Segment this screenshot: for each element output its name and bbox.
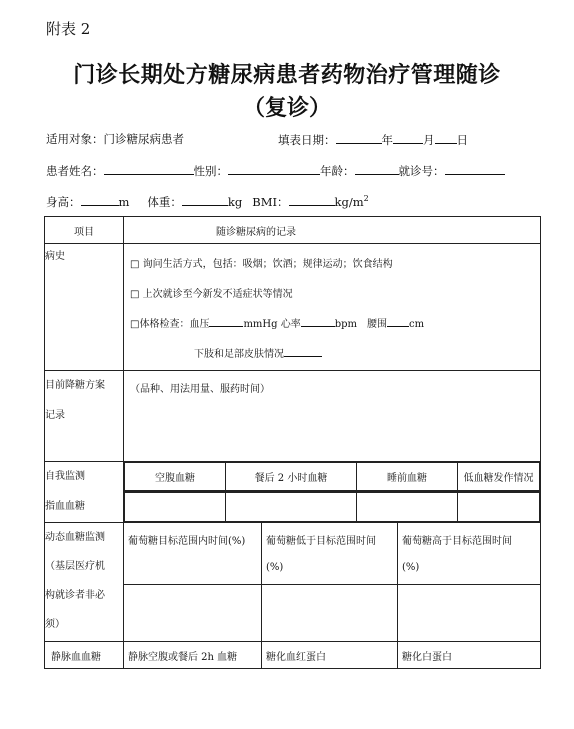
self-monitor-values bbox=[124, 492, 541, 523]
foot-skin-item[interactable]: 下肢和足部皮肤情况 bbox=[130, 340, 540, 370]
applicable-target: 适用对象：门诊糖尿病患者 bbox=[46, 132, 184, 146]
followup-table bbox=[44, 216, 541, 669]
header-item: 项目 bbox=[45, 217, 124, 244]
hr-blank[interactable] bbox=[301, 314, 335, 327]
patient-info-row bbox=[46, 162, 505, 179]
fasting-glucose-label: 空腹血糖 bbox=[125, 463, 226, 491]
postmeal-glucose-label: 餐后 2 小时血糖 bbox=[226, 463, 357, 491]
self-monitor-header-row bbox=[45, 462, 541, 492]
bmi-unit: kg/m bbox=[334, 195, 364, 209]
venous-label: 静脉血血糖 bbox=[45, 642, 124, 669]
glycated-albumin-label: 糖化白蛋白 bbox=[398, 642, 541, 669]
header-record: 随诊糖尿病的记录 bbox=[124, 217, 541, 244]
attachment-label: 附表 2 bbox=[46, 20, 91, 38]
regimen-label: 目前降糖方案 记录 bbox=[45, 371, 124, 462]
patient-name-label: 患者姓名： bbox=[46, 164, 104, 178]
physical-exam-item[interactable]: □体格检查：血压 mmHg 心率 bpm 腰围 cm bbox=[130, 310, 540, 340]
year-blank[interactable] bbox=[336, 131, 382, 144]
bedtime-glucose-label: 睡前血糖 bbox=[357, 463, 458, 491]
weight-label: 体重： bbox=[147, 195, 182, 209]
month-blank[interactable] bbox=[393, 131, 423, 144]
bmi-blank[interactable] bbox=[289, 193, 335, 206]
height-label: 身高： bbox=[46, 195, 81, 209]
venous-row bbox=[45, 642, 541, 669]
visit-no-label: 就诊号： bbox=[398, 164, 445, 178]
cgm-above-range-value[interactable] bbox=[398, 585, 541, 642]
fill-date-field[interactable] bbox=[278, 131, 468, 148]
weight-blank[interactable] bbox=[182, 193, 228, 206]
table-header-row bbox=[45, 217, 541, 244]
visit-no-blank[interactable] bbox=[445, 162, 505, 175]
fasting-glucose-value[interactable] bbox=[125, 493, 226, 522]
form-title: 门诊长期处方糖尿病患者药物治疗管理随诊 bbox=[73, 62, 501, 88]
form-subtitle: （复诊） bbox=[242, 95, 331, 121]
gender-blank[interactable] bbox=[228, 162, 320, 175]
cgm-in-range-label: 葡萄糖目标范围内时间(%) bbox=[124, 523, 262, 585]
regimen-record[interactable]: （品种、用法用量、服药时间） bbox=[124, 371, 541, 462]
bp-blank[interactable] bbox=[209, 314, 243, 327]
lifestyle-checkbox-item[interactable]: □ 询问生活方式，包括：吸烟；饮酒；规律运动；饮食结构 bbox=[130, 259, 393, 270]
bmi-label: BMI： bbox=[252, 195, 289, 209]
foot-skin-blank[interactable] bbox=[284, 344, 322, 357]
bedtime-glucose-value[interactable] bbox=[357, 493, 458, 522]
patient-name-blank[interactable] bbox=[104, 162, 194, 175]
hypoglycemia-label: 低血糖发作情况 bbox=[458, 463, 540, 491]
age-label: 年龄： bbox=[320, 164, 355, 178]
fill-date-label: 填表日期： bbox=[278, 133, 336, 147]
history-content[interactable] bbox=[124, 244, 541, 371]
cgm-below-range-label: 葡萄糖低于目标范围时间 (%) bbox=[262, 523, 398, 585]
regimen-row bbox=[45, 371, 541, 462]
body-metrics-row bbox=[46, 193, 369, 210]
gender-label: 性别： bbox=[193, 164, 228, 178]
self-monitor-label: 自我监测 指血血糖 bbox=[45, 462, 124, 523]
hba1c-label: 糖化血红蛋白 bbox=[262, 642, 398, 669]
age-blank[interactable] bbox=[355, 162, 399, 175]
venous-glucose-label: 静脉空腹或餐后 2h 血糖 bbox=[124, 642, 262, 669]
day-label: 日 bbox=[456, 133, 468, 147]
history-label: 病史 bbox=[45, 244, 124, 371]
cgm-in-range-value[interactable] bbox=[124, 585, 262, 642]
waist-blank[interactable] bbox=[387, 314, 409, 327]
cgm-above-range-label: 葡萄糖高于目标范围时间 (%) bbox=[398, 523, 541, 585]
day-blank[interactable] bbox=[435, 131, 457, 144]
bmi-unit-superscript: 2 bbox=[363, 194, 369, 204]
self-monitor-columns bbox=[124, 462, 541, 492]
new-symptoms-checkbox-item[interactable]: □ 上次就诊至今新发不适症状等情况 bbox=[130, 289, 293, 300]
cgm-header-row bbox=[45, 523, 541, 585]
year-label: 年 bbox=[381, 133, 393, 147]
hypoglycemia-value[interactable] bbox=[458, 493, 540, 522]
cgm-below-range-value[interactable] bbox=[262, 585, 398, 642]
height-unit: m bbox=[118, 195, 130, 209]
history-row bbox=[45, 244, 541, 371]
cgm-label: 动态血糖监测 （基层医疗机 构就诊者非必 须） bbox=[45, 523, 124, 642]
height-blank[interactable] bbox=[81, 193, 119, 206]
month-label: 月 bbox=[423, 133, 435, 147]
weight-unit: kg bbox=[227, 195, 243, 209]
postmeal-glucose-value[interactable] bbox=[226, 493, 357, 522]
